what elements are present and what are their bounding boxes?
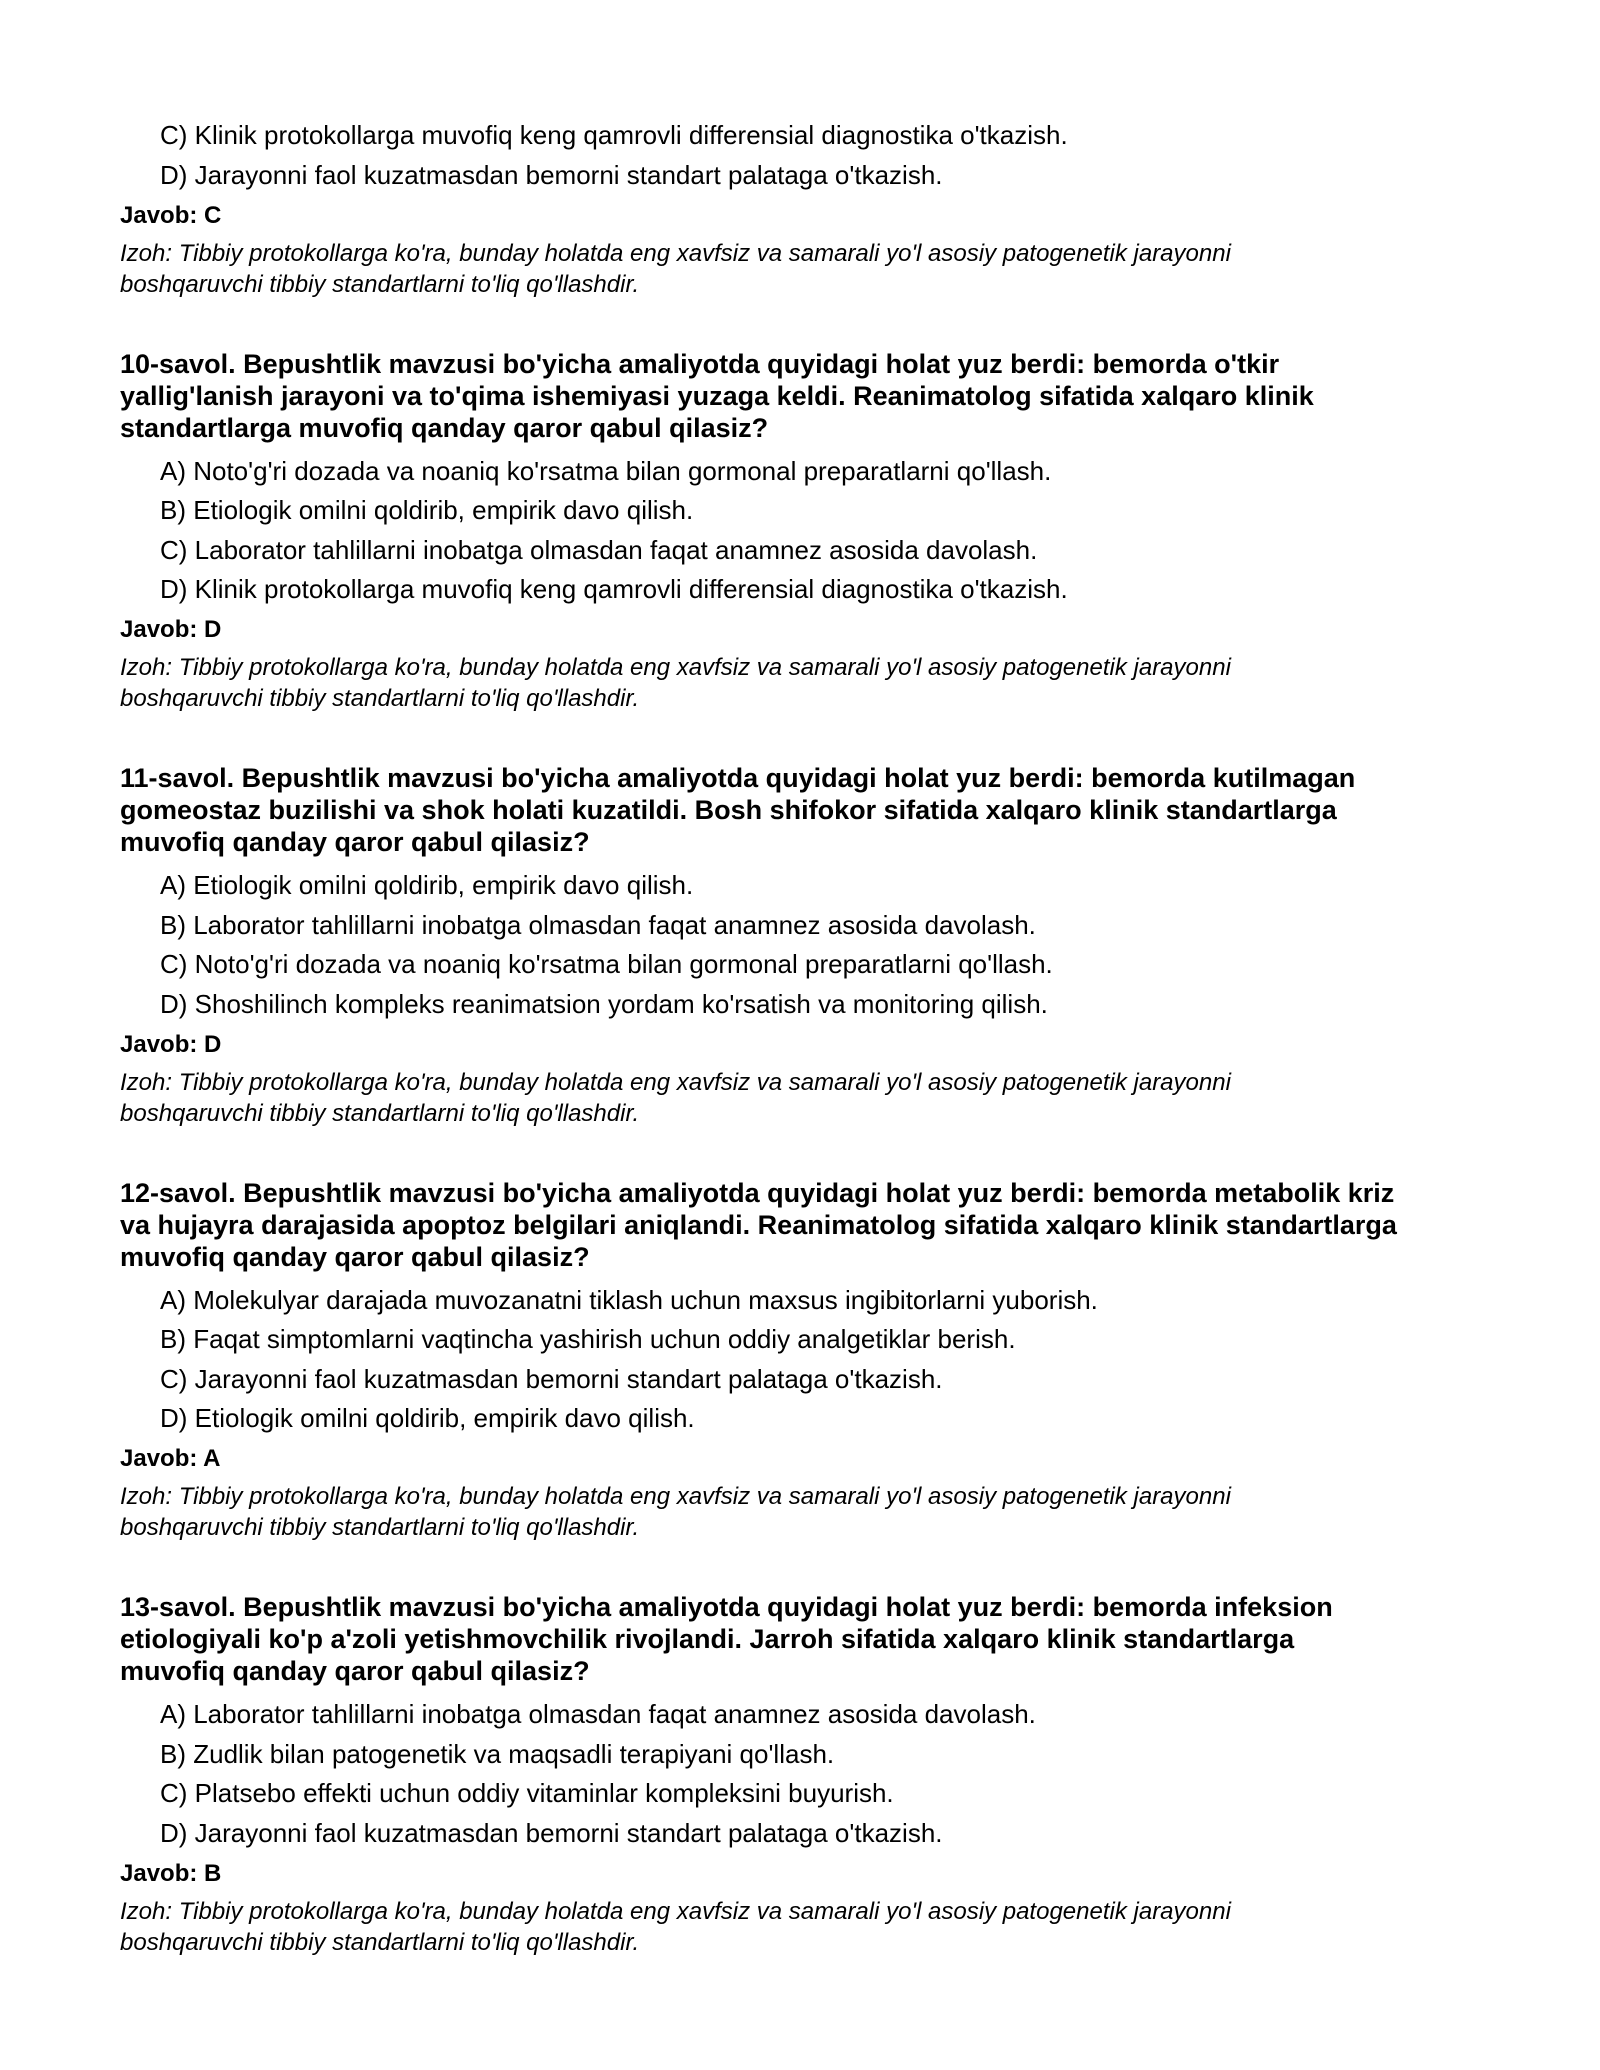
question-line-1: 12-savol. Bepushtlik mavzusi bo'yicha amaliyotda quyidagi holat yuz berdi: bemorda metabolik kriz bbox=[120, 1177, 1395, 1208]
question-9-continuation bbox=[120, 120, 1500, 300]
question-line-2: gomeostaz buzilishi va shok holati kuzatildi. Bosh shifokor sifatida xalqaro klinik standartlarga bbox=[120, 795, 1337, 825]
question-text bbox=[120, 1177, 1500, 1273]
option-c: C) Klinik protokollarga muvofiq keng qamrovli differensial diagnostika o'tkazish. bbox=[160, 120, 1068, 150]
option-a: A) Etiologik omilni qoldirib, empirik davo qilish. bbox=[160, 870, 694, 900]
question-line-1: 10-savol. Bepushtlik mavzusi bo'yicha amaliyotda quyidagi holat yuz berdi: bemorda o'tkir bbox=[120, 348, 1280, 379]
option-d: D) Jarayonni faol kuzatmasdan bemorni standart palataga o'tkazish. bbox=[160, 1817, 943, 1848]
explanation-line-2: boshqaruvchi tibbiy standartlarni to'liq qo'llashdir. bbox=[120, 270, 640, 298]
question-line-2: yallig'lanish jarayoni va to'qima ishemiyasi yuzaga keldi. Reanimatolog sifatida xalqaro klinik bbox=[120, 380, 1314, 411]
explanation-line-2: boshqaruvchi tibbiy standartlarni to'liq qo'llashdir. bbox=[120, 1099, 640, 1127]
option-a: A) Noto'g'ri dozada va noaniq ko'rsatma bilan gormonal preparatlarni qo'llash. bbox=[160, 455, 1052, 486]
option-b: B) Zudlik bilan patogenetik va maqsadli terapiyani qo'llash. bbox=[160, 1738, 835, 1769]
option-b: B) Faqat simptomlarni vaqtincha yashirish uchun oddiy analgetiklar berish. bbox=[160, 1324, 1016, 1354]
explanation-line-1: Izoh: Tibbiy protokollarga ko'ra, bunday holatda eng xavfsiz va samarali yo'l asosiy patogenetik jarayonni bbox=[120, 1068, 1231, 1096]
answer-label: Javob: D bbox=[120, 1030, 222, 1058]
explanation-line-2: boshqaruvchi tibbiy standartlarni to'liq qo'llashdir. bbox=[120, 685, 640, 712]
option-a: A) Molekulyar darajada muvozanatni tiklash uchun maxsus ingibitorlarni yuborish. bbox=[160, 1284, 1098, 1315]
question-text bbox=[120, 348, 1500, 444]
document-page bbox=[120, 120, 1500, 1958]
option-b: B) Laborator tahlillarni inobatga olmasdan faqat anamnez asosida davolash. bbox=[160, 909, 1036, 940]
option-c: C) Noto'g'ri dozada va noaniq ko'rsatma bilan gormonal preparatlarni qo'llash. bbox=[160, 949, 1053, 979]
option-a: A) Laborator tahlillarni inobatga olmasdan faqat anamnez asosida davolash. bbox=[160, 1699, 1036, 1729]
option-d: D) Jarayonni faol kuzatmasdan bemorni standart palataga o'tkazish. bbox=[160, 159, 943, 190]
answer-label: Javob: D bbox=[120, 616, 222, 643]
option-d: D) Shoshilinch kompleks reanimatsion yordam ko'rsatish va monitoring qilish. bbox=[160, 988, 1048, 1019]
question-text bbox=[120, 1591, 1500, 1687]
question-line-1: 13-savol. Bepushtlik mavzusi bo'yicha amaliyotda quyidagi holat yuz berdi: bemorda infeksion bbox=[120, 1592, 1333, 1622]
question-line-3: standartlarga muvofiq qanday qaror qabul qilasiz? bbox=[120, 412, 769, 443]
option-c: C) Platsebo effekti uchun oddiy vitaminlar kompleksini buyurish. bbox=[160, 1778, 894, 1808]
answer-label: Javob: A bbox=[120, 1445, 221, 1472]
question-line-2: etiologiyali ko'p a'zoli yetishmovchilik rivojlandi. Jarroh sifatida xalqaro klinik standartlarga bbox=[120, 1624, 1295, 1654]
option-d: D) Etiologik omilni qoldirib, empirik davo qilish. bbox=[160, 1403, 695, 1433]
explanation-line-1: Izoh: Tibbiy protokollarga ko'ra, bunday holatda eng xavfsiz va samarali yo'l asosiy patogenetik jarayonni bbox=[120, 654, 1231, 681]
question-13 bbox=[120, 1591, 1500, 1958]
answer-label: Javob: C bbox=[120, 201, 222, 229]
explanation-line-1: Izoh: Tibbiy protokollarga ko'ra, bunday holatda eng xavfsiz va samarali yo'l asosiy patogenetik jarayonni bbox=[120, 239, 1231, 267]
explanation-line-1: Izoh: Tibbiy protokollarga ko'ra, bunday holatda eng xavfsiz va samarali yo'l asosiy patogenetik jarayonni bbox=[120, 1897, 1231, 1925]
question-line-3: muvofiq qanday qaror qabul qilasiz? bbox=[120, 1241, 590, 1272]
question-line-2: va hujayra darajasida apoptoz belgilari aniqlandi. Reanimatolog sifatida xalqaro klinik standartlarga bbox=[120, 1209, 1397, 1240]
explanation-line-1: Izoh: Tibbiy protokollarga ko'ra, bunday holatda eng xavfsiz va samarali yo'l asosiy patogenetik jarayonni bbox=[120, 1483, 1231, 1510]
question-10 bbox=[120, 348, 1500, 715]
explanation-line-2: boshqaruvchi tibbiy standartlarni to'liq qo'llashdir. bbox=[120, 1928, 640, 1956]
option-d: D) Klinik protokollarga muvofiq keng qamrovli differensial diagnostika o'tkazish. bbox=[160, 574, 1068, 604]
option-c: C) Laborator tahlillarni inobatga olmasdan faqat anamnez asosida davolash. bbox=[160, 534, 1038, 565]
option-b: B) Etiologik omilni qoldirib, empirik davo qilish. bbox=[160, 495, 694, 525]
question-line-3: muvofiq qanday qaror qabul qilasiz? bbox=[120, 827, 590, 857]
answer-label: Javob: B bbox=[120, 1859, 222, 1887]
option-c: C) Jarayonni faol kuzatmasdan bemorni standart palataga o'tkazish. bbox=[160, 1363, 943, 1394]
question-line-1: 11-savol. Bepushtlik mavzusi bo'yicha amaliyotda quyidagi holat yuz berdi: bemorda kutilmagan bbox=[120, 763, 1356, 793]
question-line-3: muvofiq qanday qaror qabul qilasiz? bbox=[120, 1656, 590, 1686]
question-text bbox=[120, 762, 1500, 858]
question-12 bbox=[120, 1177, 1500, 1544]
explanation-line-2: boshqaruvchi tibbiy standartlarni to'liq qo'llashdir. bbox=[120, 1514, 640, 1541]
question-11 bbox=[120, 762, 1500, 1129]
